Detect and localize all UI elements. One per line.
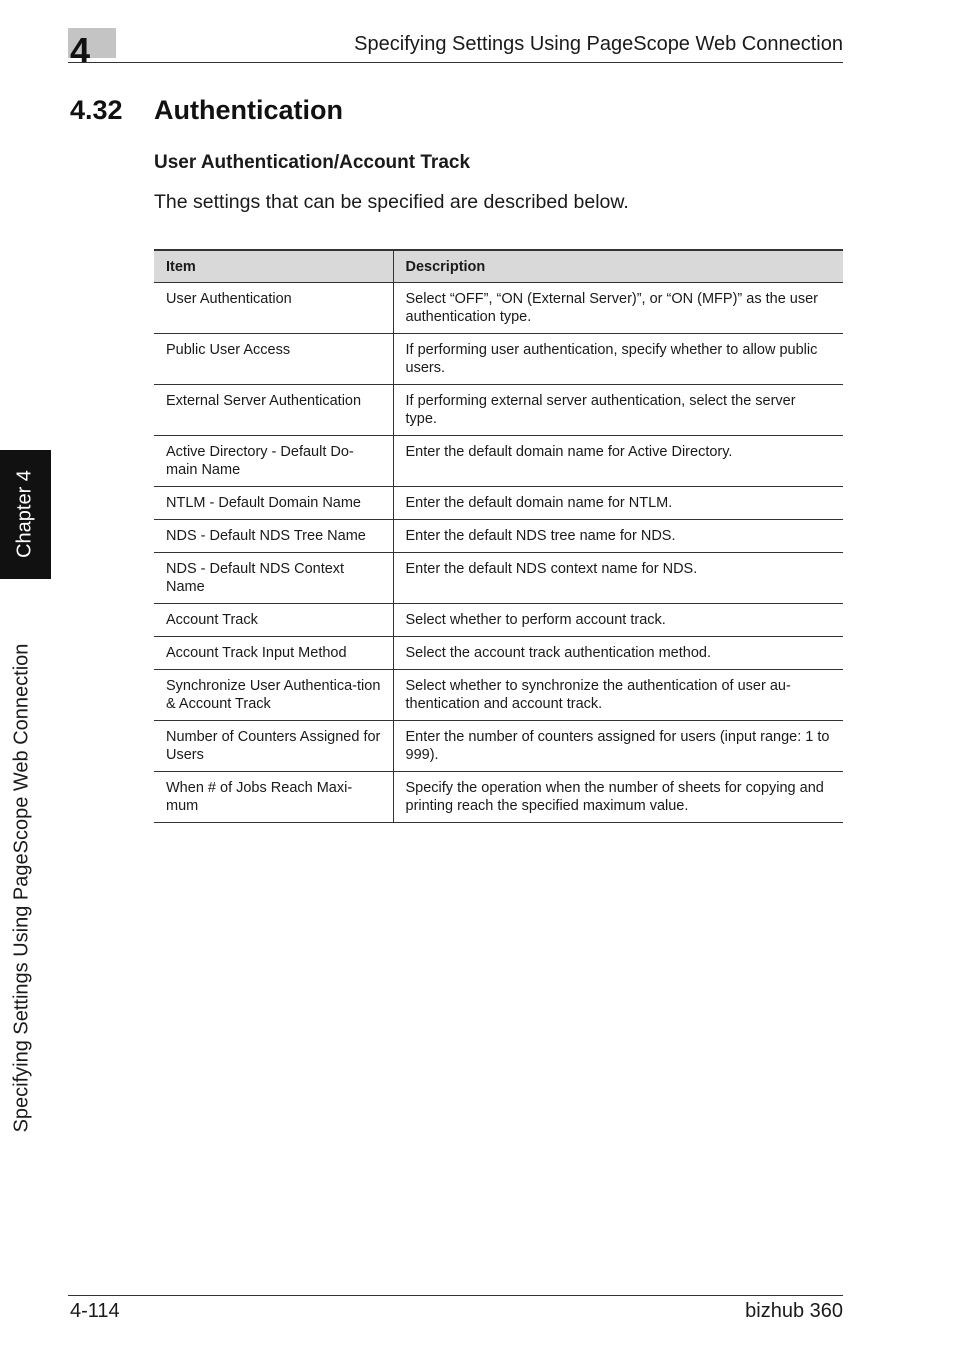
item-cell: Account Track Input Method	[154, 637, 393, 670]
table-row	[154, 334, 843, 385]
running-header-title: Specifying Settings Using PageScope Web Connection	[354, 33, 843, 55]
description-cell: If performing user authentication, specify whether to allow public users.	[393, 334, 843, 385]
table-row	[154, 553, 843, 604]
header-divider	[68, 62, 843, 63]
chapter-vertical-title: Specifying Settings Using PageScope Web Connection	[10, 643, 33, 1133]
product-name: bizhub 360	[745, 1300, 843, 1322]
item-cell: External Server Authentication	[154, 385, 393, 436]
table-row	[154, 637, 843, 670]
settings-table	[154, 249, 843, 823]
item-cell: When # of Jobs Reach Maxi-mum	[154, 772, 393, 823]
table-row	[154, 436, 843, 487]
table-row	[154, 520, 843, 553]
description-cell: Enter the default domain name for Active Directory.	[393, 436, 843, 487]
description-cell: Enter the number of counters assigned for users (input range: 1 to 999).	[393, 721, 843, 772]
description-cell: Select whether to synchronize the authentication of user au-thentication and account track.	[393, 670, 843, 721]
chapter-side-tab-label: Chapter 4	[13, 470, 36, 558]
column-header-description: Description	[393, 250, 843, 283]
description-cell: Select whether to perform account track.	[393, 604, 843, 637]
item-cell: NTLM - Default Domain Name	[154, 487, 393, 520]
table-row	[154, 604, 843, 637]
description-cell: Enter the default NDS tree name for NDS.	[393, 520, 843, 553]
item-cell: Account Track	[154, 604, 393, 637]
item-cell: NDS - Default NDS Context Name	[154, 553, 393, 604]
table-row	[154, 772, 843, 823]
table-row	[154, 283, 843, 334]
description-cell: Enter the default NDS context name for NDS.	[393, 553, 843, 604]
description-cell: Select “OFF”, “ON (External Server)”, or “ON (MFP)” as the user authentication type.	[393, 283, 843, 334]
item-cell: Active Directory - Default Do-main Name	[154, 436, 393, 487]
description-cell: Enter the default domain name for NTLM.	[393, 487, 843, 520]
item-cell: User Authentication	[154, 283, 393, 334]
chapter-number: 4	[70, 30, 91, 71]
footer-divider	[68, 1295, 843, 1296]
page-number: 4-114	[70, 1300, 120, 1322]
item-cell: Public User Access	[154, 334, 393, 385]
item-cell: NDS - Default NDS Tree Name	[154, 520, 393, 553]
subsection-heading: User Authentication/Account Track	[154, 152, 471, 173]
description-cell: Select the account track authentication method.	[393, 637, 843, 670]
intro-text: The settings that can be specified are described below.	[154, 191, 629, 213]
item-cell: Number of Counters Assigned for Users	[154, 721, 393, 772]
item-cell: Synchronize User Authentica-tion & Account Track	[154, 670, 393, 721]
table-row	[154, 721, 843, 772]
section-title: Authentication	[154, 95, 343, 125]
table-header-row	[154, 250, 843, 283]
description-cell: If performing external server authentication, select the server type.	[393, 385, 843, 436]
table-row	[154, 487, 843, 520]
column-header-item: Item	[154, 250, 393, 283]
table-row	[154, 385, 843, 436]
section-number: 4.32	[70, 95, 123, 125]
description-cell: Specify the operation when the number of sheets for copying and printing reach the specified maximum value.	[393, 772, 843, 823]
section-heading	[70, 92, 343, 128]
table-row	[154, 670, 843, 721]
